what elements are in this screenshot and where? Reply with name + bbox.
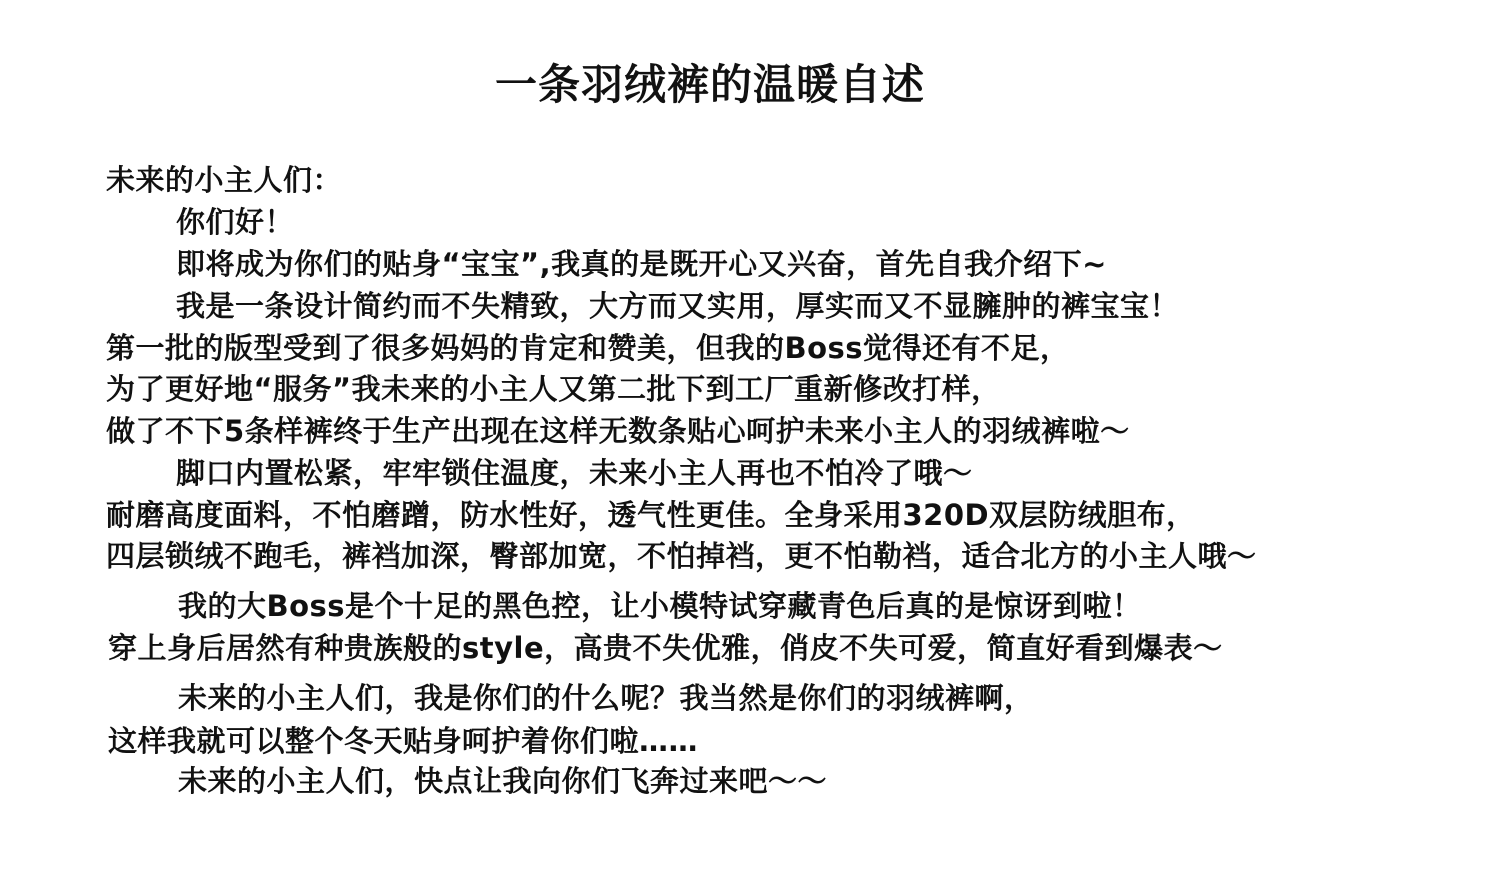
body-line: 这样我就可以整个冬天贴身呵护着你们啦…… (108, 724, 699, 758)
greeting-line: 你们好！ (176, 205, 295, 239)
body-line: 四层锁绒不跑毛，裤裆加深，臀部加宽，不怕掉裆，更不怕勒裆，适合北方的小主人哦～ (106, 539, 1257, 573)
body-line: 穿上身后居然有种贵族般的style，高贵不失优雅，俏皮不失可爱，简直好看到爆表～ (108, 631, 1223, 665)
page-title: 一条羽绒裤的温暖自述 (494, 60, 925, 109)
salutation-line: 未来的小主人们： (106, 163, 343, 197)
body-line: 耐磨高度面料，不怕磨蹭，防水性好，透气性更佳。全身采用320D双层防绒胆布， (106, 498, 1196, 532)
body-line: 即将成为你们的贴身“宝宝”,我真的是既开心又兴奋，首先自我介绍下~ (176, 247, 1107, 281)
body-line: 为了更好地“服务”我未来的小主人又第二批下到工厂重新修改打样， (106, 372, 1001, 406)
body-line: 脚口内置松紧，牢牢锁住温度，未来小主人再也不怕冷了哦～ (176, 456, 973, 490)
body-line: 未来的小主人们，我是你们的什么呢？我当然是你们的羽绒裤啊， (178, 681, 1034, 715)
closing-line: 未来的小主人们，快点让我向你们飞奔过来吧～～ (178, 764, 828, 798)
body-line: 第一批的版型受到了很多妈妈的肯定和赞美，但我的Boss觉得还有不足， (106, 331, 1070, 365)
body-line: 我是一条设计简约而不失精致，大方而又实用，厚实而又不显臃肿的裤宝宝！ (176, 289, 1180, 323)
body-line: 我的大Boss是个十足的黑色控，让小模特试穿藏青色后真的是惊讶到啦！ (178, 589, 1142, 623)
body-line: 做了不下5条样裤终于生产出现在这样无数条贴心呵护未来小主人的羽绒裤啦～ (106, 414, 1130, 448)
